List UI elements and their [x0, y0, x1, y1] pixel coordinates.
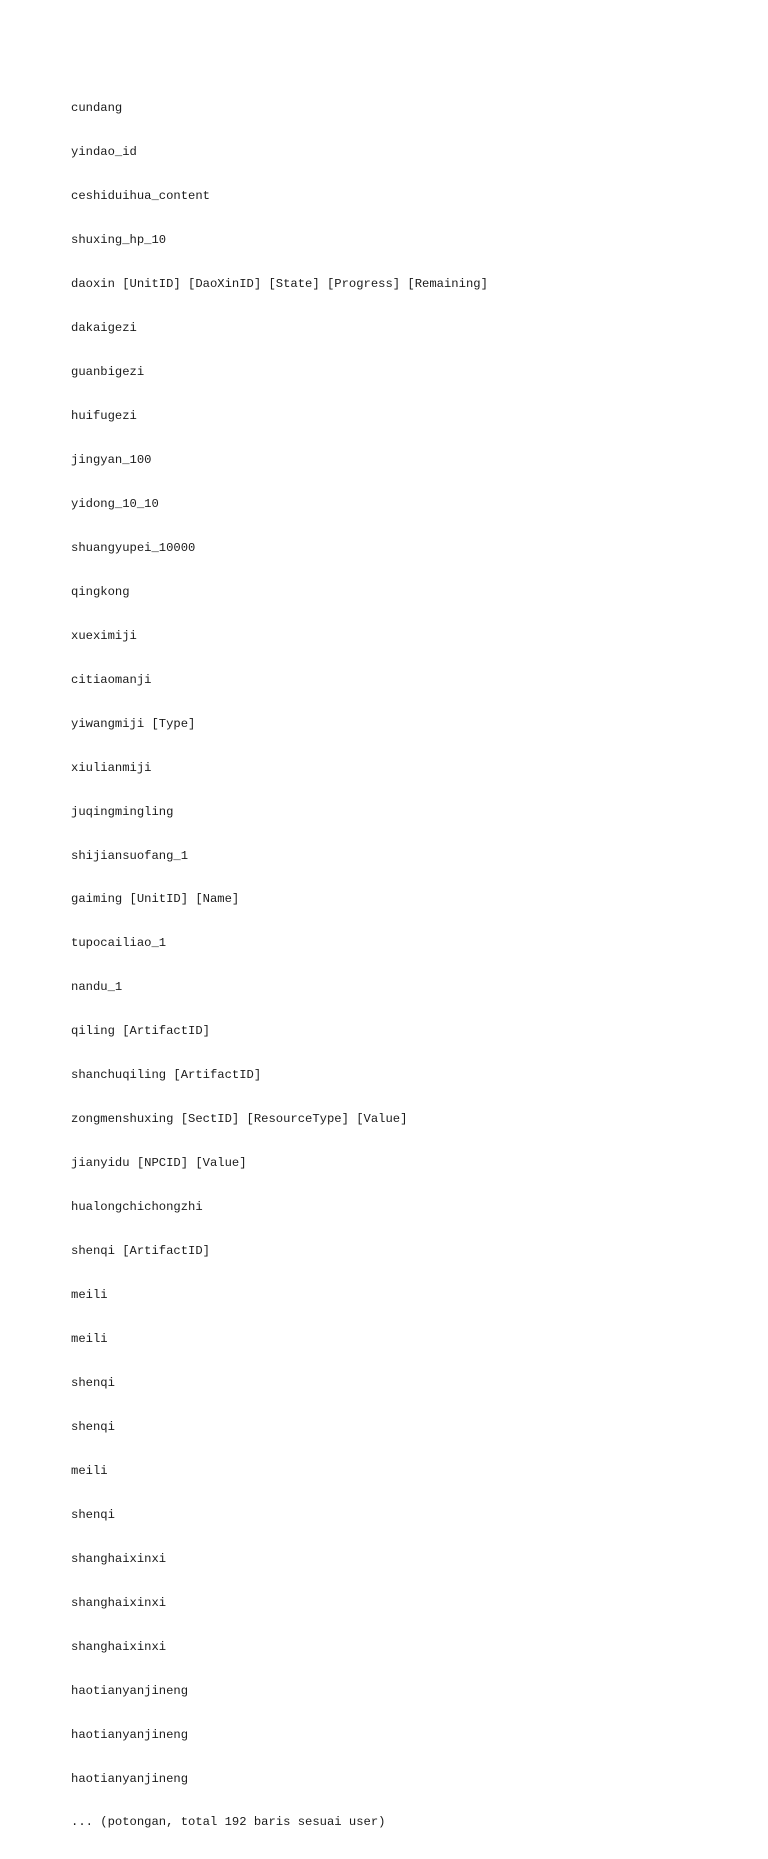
command-line: yidong_10_10 — [71, 496, 159, 511]
command-line: xueximiji — [71, 628, 137, 643]
command-line: nandu_1 — [71, 980, 123, 995]
command-line: citiaomanji — [71, 672, 152, 687]
command-line: dakaigezi — [71, 321, 137, 336]
command-line: shenqi — [71, 1507, 115, 1522]
command-line: gaiming [UnitID] [Name] — [71, 892, 240, 907]
command-line: qingkong — [71, 584, 130, 599]
command-line: yiwangmiji [Type] — [71, 716, 196, 731]
command-line: haotianyanjineng — [71, 1683, 189, 1698]
command-line: hualongchichongzhi — [71, 1200, 203, 1215]
command-line: shenqi [ArtifactID] — [71, 1244, 210, 1259]
command-line: juqingmingling — [71, 804, 174, 819]
command-line: zongmenshuxing [SectID] [ResourceType] [Value] — [71, 1112, 408, 1127]
truncation-note: ... (potongan, total 192 baris sesuai user) — [71, 1815, 386, 1830]
command-line: daoxin [UnitID] [DaoXinID] [State] [Progress] [Remaining] — [71, 277, 488, 292]
command-line: yindao_id — [71, 145, 137, 160]
command-line: haotianyanjineng — [71, 1727, 189, 1742]
command-line: qiling [ArtifactID] — [71, 1024, 210, 1039]
command-line: shanchuqiling [ArtifactID] — [71, 1068, 262, 1083]
command-line: haotianyanjineng — [71, 1771, 189, 1786]
command-line: shuxing_hp_10 — [71, 233, 167, 248]
command-line: shijiansuofang_1 — [71, 848, 189, 863]
command-line: shenqi — [71, 1419, 115, 1434]
command-line: guanbigezi — [71, 365, 145, 380]
command-line: jianyidu [NPCID] [Value] — [71, 1156, 247, 1171]
command-line: cundang — [71, 101, 123, 116]
command-line: shenqi — [71, 1375, 115, 1390]
command-line: xiulianmiji — [71, 760, 152, 775]
command-line: shuangyupei_10000 — [71, 540, 196, 555]
command-line: ceshiduihua_content — [71, 189, 210, 204]
command-line: meili — [71, 1288, 108, 1303]
command-list — [71, 72, 488, 1859]
command-line: jingyan_100 — [71, 452, 152, 467]
command-line: tupocailiao_1 — [71, 936, 167, 951]
command-line: shanghaixinxi — [71, 1595, 167, 1610]
command-line: shanghaixinxi — [71, 1551, 167, 1566]
command-line: meili — [71, 1332, 108, 1346]
command-line: shanghaixinxi — [71, 1639, 167, 1654]
command-line: meili — [71, 1463, 108, 1478]
command-line: huifugezi — [71, 408, 137, 423]
